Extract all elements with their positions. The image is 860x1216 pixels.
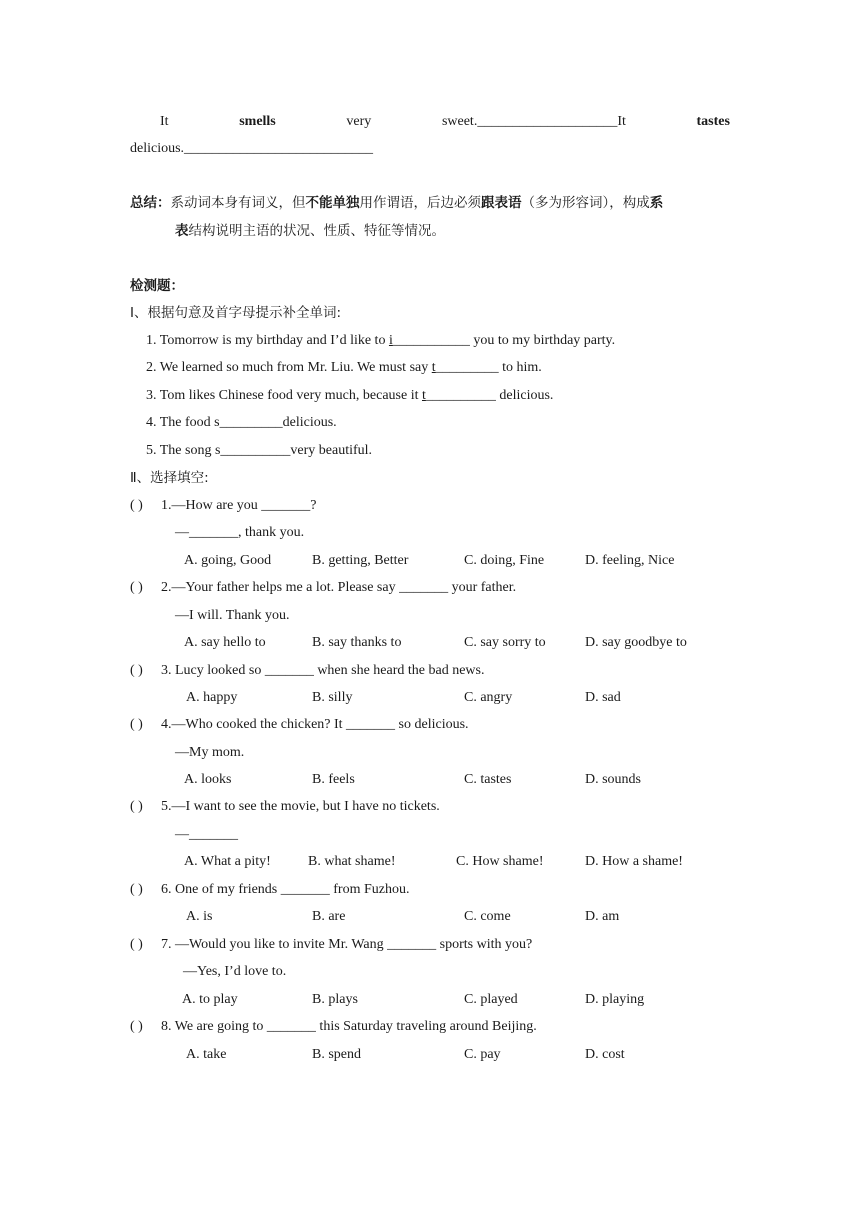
q4-option-a: A. looks [184,772,232,787]
q1-sub: —_______, thank you. [175,525,305,540]
q6-option-a: A. is [186,909,213,924]
q4-option-d: D. sounds [585,772,642,787]
q5-option-b: B. what shame! [308,854,396,869]
answer-paren-6: ( ) [130,882,143,897]
example-sentence-line1 [160,113,730,131]
q4-option-b: B. feels [312,772,355,787]
q7-option-d: D. playing [585,992,645,1007]
q6-stem: 6. One of my friends _______ from Fuzhou. [161,882,410,897]
summary-line2 [175,222,445,240]
q8-option-a: A. take [186,1047,227,1062]
summary-bold-3: 系 [649,195,664,211]
answer-paren-2: ( ) [130,580,143,595]
summary-label: 总结： [130,195,171,211]
q2-option-a: A. say hello to [184,635,266,650]
fill-item-1: 1. Tomorrow is my birthday and I’d like to i___________ you to my birthday party. [146,333,616,348]
q7-sub: —Yes, I’d love to. [183,964,287,979]
test-title: 检测题： [130,278,184,294]
q2-option-d: D. say goodbye to [585,635,687,650]
summary-text-4: 结构说明主语的状况、性质、特征等情况。 [188,223,445,239]
summary-line1 [130,194,663,212]
q3-stem: 3. Lucy looked so _______ when she heard the bad news. [161,663,485,678]
summary-bold-1: 不能单独 [305,195,360,211]
q8-stem: 8. We are going to _______ this Saturday traveling around Beijing. [161,1019,537,1034]
q2-sub: —I will. Thank you. [175,608,290,623]
q7-option-a: A. to play [182,992,238,1007]
fill-item-5: 5. The song s__________very beautiful. [146,443,373,458]
q3-option-c: C. angry [464,690,513,705]
summary-text-1: 系动词本身有词义，但 [170,195,306,211]
q1-option-b: B. getting, Better [312,553,409,568]
answer-paren-7: ( ) [130,937,143,952]
q4-option-c: C. tastes [464,772,512,787]
word-sweet-blank-it: sweet.____________________It [441,114,626,129]
summary-bold-2: 跟表语 [481,195,522,211]
q6-option-c: C. come [464,909,511,924]
example-sentence-line2: delicious.___________________________ [130,141,374,156]
word-smells: smells [239,114,276,129]
q4-stem: 4.—Who cooked the chicken? It _______ so delicious. [161,717,469,732]
q8-option-d: D. cost [585,1047,625,1062]
q1-option-c: C. doing, Fine [464,553,545,568]
q7-stem: 7. —Would you like to invite Mr. Wang _______ sports with you? [161,937,533,952]
q6-option-b: B. are [312,909,346,924]
q2-option-c: C. say sorry to [464,635,546,650]
q7-option-c: C. played [464,992,518,1007]
part2-heading: Ⅱ、选择填空: [130,470,209,486]
word-tastes: tastes [696,114,730,129]
word-very: very [346,114,372,129]
q5-option-d: D. How a shame! [585,854,683,869]
q3-option-b: B. silly [312,690,353,705]
q6-option-d: D. am [585,909,620,924]
q2-option-b: B. say thanks to [312,635,402,650]
fill-item-2: 2. We learned so much from Mr. Liu. We must say t_________ to him. [146,360,542,375]
answer-paren-4: ( ) [130,717,143,732]
fill-item-3: 3. Tom likes Chinese food very much, because it t__________ delicious. [146,388,554,403]
word-it: It [160,114,169,129]
q1-stem: 1.—How are you _______? [161,498,317,513]
q3-option-d: D. sad [585,690,621,705]
answer-paren-5: ( ) [130,799,143,814]
q2-stem: 2.—Your father helps me a lot. Please say _______ your father. [161,580,517,595]
summary-text-3: （多为形容词），构成 [521,195,650,211]
answer-paren-3: ( ) [130,663,143,678]
summary-bold-4: 表 [175,223,189,239]
q5-option-c: C. How shame! [456,854,544,869]
q1-option-a: A. going, Good [184,553,272,568]
summary-text-2: 用作谓语，后边必须 [359,195,481,211]
fill-item-4: 4. The food s_________delicious. [146,415,337,430]
q1-option-d: D. feeling, Nice [585,553,675,568]
q5-stem: 5.—I want to see the movie, but I have no tickets. [161,799,440,814]
q5-sub: —_______ [175,827,238,842]
part1-heading: Ⅰ、根据句意及首字母提示补全单词: [130,305,342,321]
answer-paren-1: ( ) [130,498,143,513]
q7-option-b: B. plays [312,992,358,1007]
q5-option-a: A. What a pity! [184,854,271,869]
q8-option-c: C. pay [464,1047,501,1062]
q3-option-a: A. happy [186,690,238,705]
answer-paren-8: ( ) [130,1019,143,1034]
q8-option-b: B. spend [312,1047,361,1062]
q4-sub: —My mom. [175,745,245,760]
